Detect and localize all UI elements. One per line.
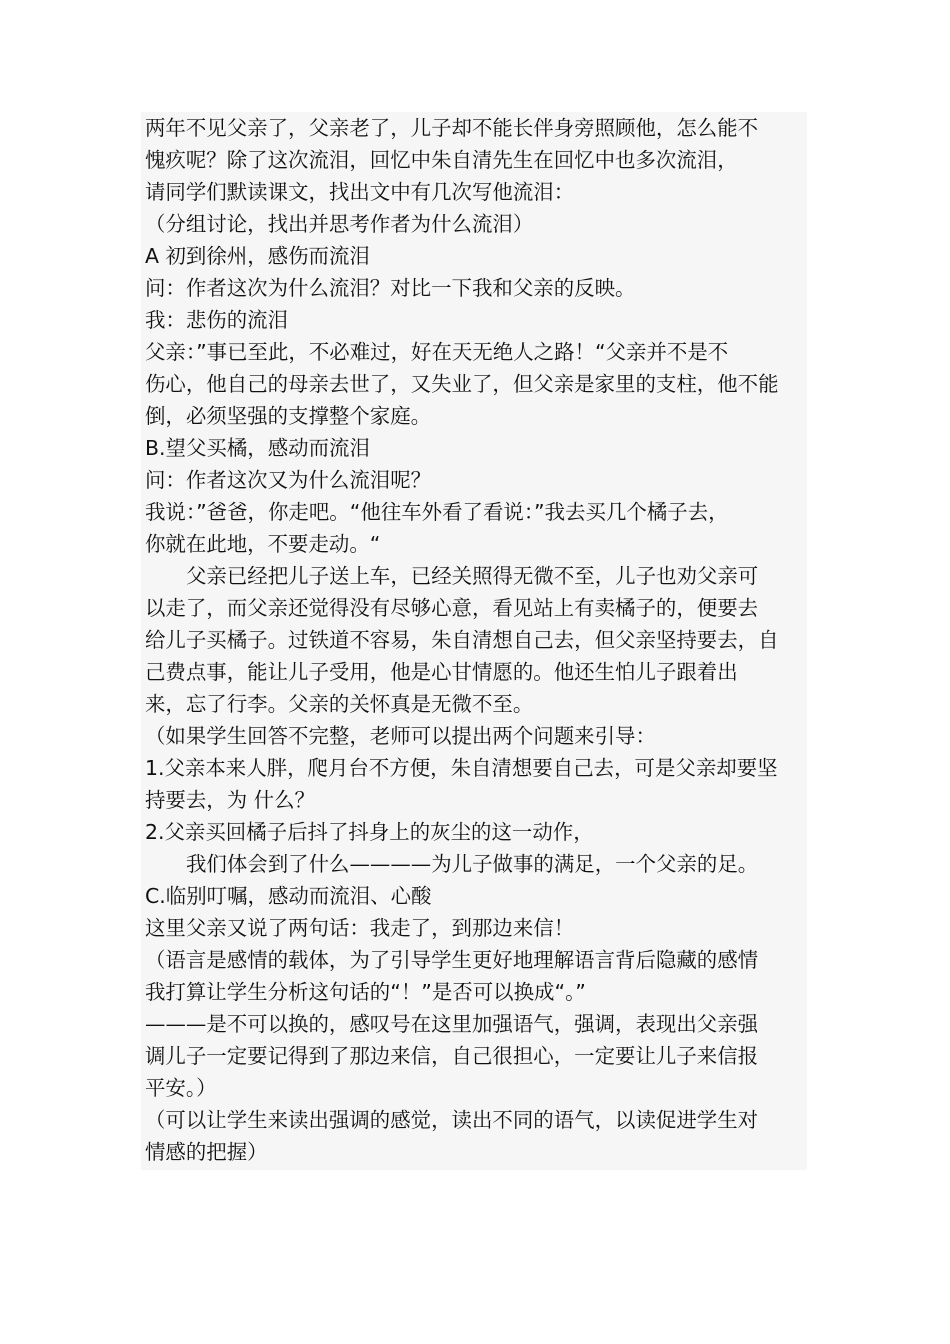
text-line: （分组讨论，找出并思考作者为什么流泪） xyxy=(145,212,534,236)
text-line: 1.父亲本来人胖，爬月台不方便，朱自清想要自己去，可是父亲却要坚 xyxy=(145,756,778,780)
text-line: 我们体会到了什么————为儿子做事的满足，一个父亲的足。 xyxy=(186,852,759,876)
text-line: 以走了，而父亲还觉得没有尽够心意，看见站上有卖橘子的，便要去 xyxy=(145,596,759,620)
text-line: （语言是感情的载体，为了引导学生更好地理解语言背后隐藏的感情 xyxy=(145,948,759,972)
text-line: 请同学们默读课文，找出文中有几次写他流泪： xyxy=(145,180,575,204)
text-line: 我打算让学生分析这句话的“！”是否可以换成“。” xyxy=(145,980,586,1004)
text-line: 情感的把握） xyxy=(145,1140,268,1164)
text-line: 来，忘了行李。父亲的关怀真是无微不至。 xyxy=(145,692,534,716)
text-line: （可以让学生来读出强调的感觉，读出不同的语气，以读促进学生对 xyxy=(145,1108,759,1132)
text-line: 给儿子买橘子。过铁道不容易，朱自清想自己去，但父亲坚持要去，自 xyxy=(145,628,779,652)
text-line: 己费点事，能让儿子受用，他是心甘情愿的。他还生怕儿子跟着出 xyxy=(145,660,738,684)
text-line: 两年不见父亲了，父亲老了，儿子却不能长伴身旁照顾他，怎么能不 xyxy=(145,116,759,140)
text-line: ———是不可以换的，感叹号在这里加强语气，强调，表现出父亲强 xyxy=(145,1012,759,1036)
text-line: 倒，必须坚强的支撑整个家庭。 xyxy=(145,404,432,428)
text-line: 父亲已经把儿子送上车，已经关照得无微不至，儿子也劝父亲可 xyxy=(186,564,759,588)
text-line: A 初到徐州，感伤而流泪 xyxy=(145,244,370,268)
text-line: 问：作者这次为什么流泪？对比一下我和父亲的反映。 xyxy=(145,276,636,300)
text-line: 平安。） xyxy=(145,1076,217,1100)
text-line: 伤心，他自己的母亲去世了，又失业了，但父亲是家里的支柱，他不能 xyxy=(145,372,779,396)
text-line: 你就在此地，不要走动。“ xyxy=(145,532,381,556)
text-line: B.望父买橘，感动而流泪 xyxy=(145,436,370,460)
text-line: 调儿子一定要记得到了那边来信，自己很担心，一定要让儿子来信报 xyxy=(145,1044,759,1068)
text-line: C.临别叮嘱，感动而流泪、心酸 xyxy=(145,884,432,908)
text-line: （如果学生回答不完整，老师可以提出两个问题来引导： xyxy=(145,724,656,748)
text-line: 父亲：”事已至此，不必难过，好在天无绝人之路！“父亲并不是不 xyxy=(145,340,729,364)
text-line: 这里父亲又说了两句话：我走了，到那边来信！ xyxy=(145,916,575,940)
text-line: 我：悲伤的流泪 xyxy=(145,308,289,332)
text-line: 我说：”爸爸，你走吧。“他往车外看了看说：”我去买几个橘子去， xyxy=(145,500,729,524)
text-line: 持要去，为 什么？ xyxy=(145,788,315,812)
document-text-block xyxy=(141,112,807,1170)
text-line: 愧疚呢？除了这次流泪，回忆中朱自清先生在回忆中也多次流泪， xyxy=(145,148,738,172)
text-line: 2.父亲买回橘子后抖了抖身上的灰尘的这一动作， xyxy=(145,820,594,844)
text-line: 问：作者这次又为什么流泪呢？ xyxy=(145,468,432,492)
